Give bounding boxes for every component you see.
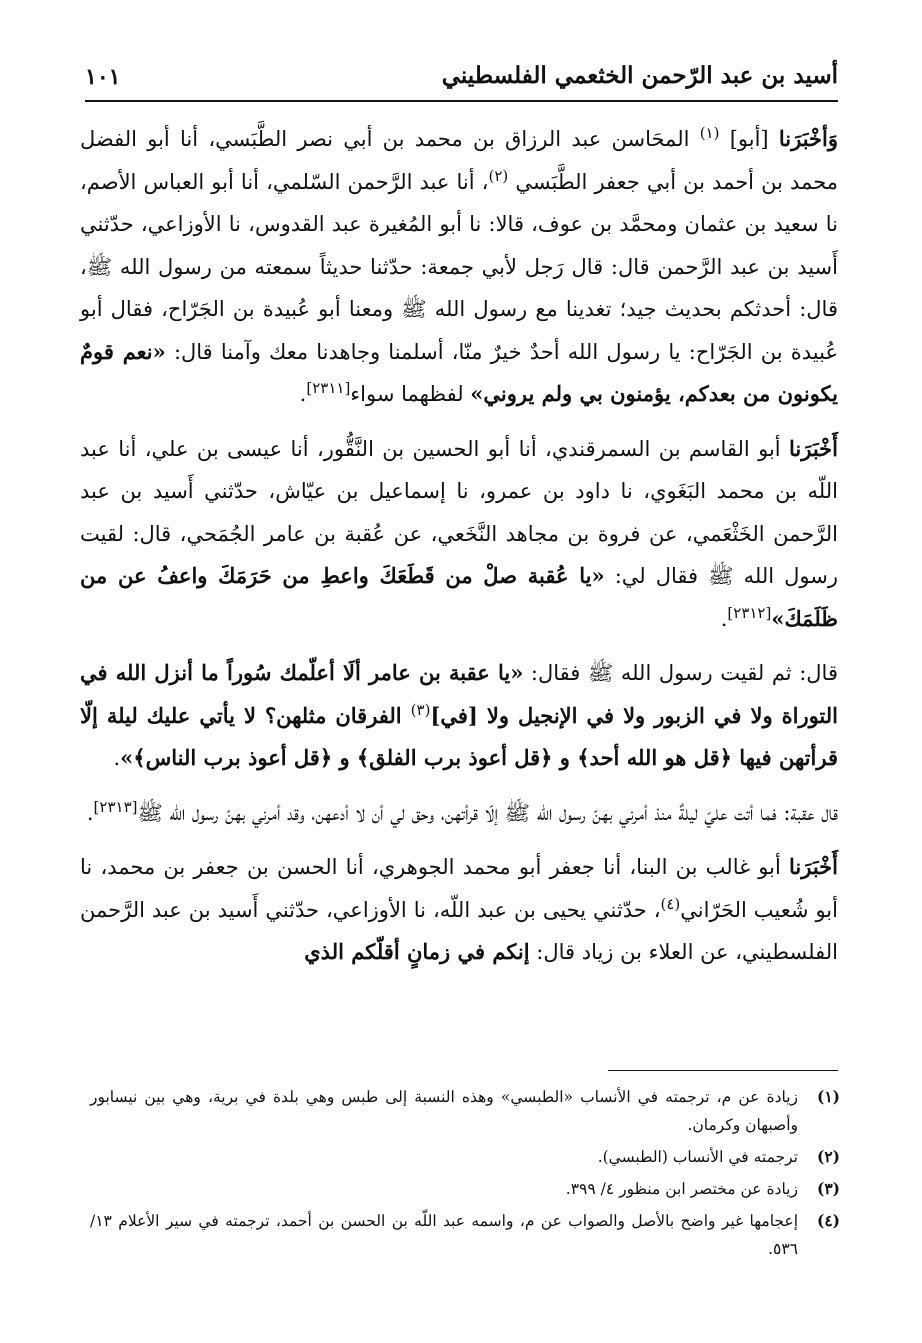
footnote-number: (٣) bbox=[816, 1179, 840, 1198]
footnote bbox=[90, 1175, 840, 1203]
text-run: قال عقبة: فما أتت عليّ ليلةٌ منذ أمرني بهنّ رسول الله ﷺ إلّا قرأتهن، وحق لي أن لا أدعهن، وقد أمرني بهنّ رسول الله ﷺ bbox=[137, 800, 838, 825]
text-run: . bbox=[299, 382, 307, 406]
paragraph-lead: وَأخْبَرَنا bbox=[778, 126, 838, 151]
hadith-quote: «يا عقبة بن عامر ألَا أعلّمك سُوراً ما أنزل الله في التوراة ولا في الزبور ولا في الإنجيل ولا [في] bbox=[80, 660, 839, 728]
text-run: قال: ثم لقيت رسول الله ﷺ فقال: bbox=[523, 661, 838, 685]
hadith-quote: «نعم قومٌ يكونون من بعدكم، يؤمنون بي ولم يروني» bbox=[80, 338, 838, 406]
footnote-text: زيادة عن مختصر ابن منظور ٤/ ٣٩٩. bbox=[565, 1180, 798, 1198]
footnote bbox=[90, 1143, 840, 1171]
hadith-quote: إنكم في زمانٍ أقلّكم الذي bbox=[304, 939, 530, 964]
footnote-ref-1[interactable]: (١) bbox=[699, 124, 720, 142]
footnote-number: (١) bbox=[816, 1087, 840, 1106]
text-run: لفظهما سواء bbox=[350, 382, 471, 406]
text-run: . bbox=[86, 800, 94, 825]
hadith-number: [٢٣١٣] bbox=[93, 797, 138, 816]
text-run: ، أنا عبد الرَّحمن السّلمي، أنا أبو العباس الأصم، نا سعيد بن عثمان ومحمَّد بن عوف، قالا: نا أبو المُغيرة عبد القدوس، نا الأوزاعي، حدّثني أَسيد بن عبد الرَّحمن قال: قال رَجل لأبي جمعة: حدّثنا حديثاً سمعته من رسول الله ﷺ، قال: أحدثكم بحديث جيد؛ تغدينا مع رسول الله ﷺ ومعنا أبو عُبيدة بن الجَرّاح، فقال أبو عُبيدة بن الجَرّاح: يا رسول الله أحدٌ خيرٌ منّا، أسلمنا وجاهدنا معك وآمنا قال: bbox=[80, 169, 838, 364]
text-run: المحَاسن عبد الرزاق بن محمد بن أبي نصر الطَّبَسي، أنا أبو الفضل محمد بن أحمد بن أبي جعفر الطَّبَسي bbox=[80, 127, 838, 194]
paragraph-1 bbox=[80, 118, 838, 416]
text-run: ، حدّثني يحيى بن عبد اللّه، نا الأوزاعي، حدّثني أَسيد بن عبد الرَّحمن الفلسطيني، عن العلاء بن زياد قال: bbox=[80, 897, 838, 964]
hadith-number: [٢٣١١] bbox=[306, 379, 351, 397]
hadith-quote: الفرقان مثلهن؟ لا يأتي عليك ليلة إلّا قرأتهن فيها ﴿قل هو الله أحد﴾ و ﴿قل أعوذ برب الفلق﴾ و ﴿قل أعوذ برب الناس﴾» bbox=[80, 702, 838, 770]
text-run: . bbox=[113, 746, 121, 770]
page-number: ١٠١ bbox=[85, 64, 121, 90]
running-title: أسيد بن عبد الرّحمن الخثعمي الفلسطيني bbox=[441, 62, 838, 89]
footnotes bbox=[90, 1083, 840, 1267]
header-rule bbox=[85, 100, 838, 102]
footnote-ref-4[interactable]: (٤) bbox=[660, 894, 681, 913]
footnote-number: (٢) bbox=[816, 1147, 840, 1166]
footnote-separator bbox=[608, 1070, 838, 1071]
text-run: [أبو] bbox=[719, 127, 779, 151]
paragraph-5 bbox=[80, 846, 838, 974]
paragraph-lead: أَخْبَرَنا bbox=[789, 854, 838, 879]
main-text bbox=[80, 118, 838, 974]
footnote-number: (٤) bbox=[816, 1211, 840, 1230]
hadith-number: [٢٣١٢] bbox=[727, 603, 772, 622]
footnote-ref-2[interactable]: (٢) bbox=[488, 166, 509, 185]
footnote-ref-3[interactable]: (٣) bbox=[410, 700, 431, 719]
footnote bbox=[90, 1083, 840, 1139]
footnote-text: زيادة عن م، ترجمته في الأنساب «الطبسي» وهذه النسبة إلى طبس وهي بلدة في برية، وهي بين نيسابور وأصبهان وكرمان. bbox=[90, 1088, 798, 1134]
paragraph-2 bbox=[80, 428, 838, 641]
footnote bbox=[90, 1207, 840, 1263]
footnote-text: ترجمته في الأنساب (الطبسي). bbox=[597, 1148, 798, 1166]
text-run: أبو غالب بن البنا، أنا جعفر أبو محمد الجوهري، أنا الحسن بن جعفر بن محمد، نا أبو شُعيب الحَرّاني bbox=[80, 855, 838, 922]
hadith-quote: «يا عُقبة صلْ من قَطَعَكَ واعطِ من حَرَمَكَ واعفُ عن من ظَلَمَكَ» bbox=[80, 563, 838, 631]
page-header bbox=[85, 52, 838, 102]
text-run: . bbox=[720, 606, 728, 631]
paragraph-4 bbox=[80, 792, 838, 835]
footnote-text: إعجامها غير واضح بالأصل والصواب عن م، واسمه عبد اللّه بن الحسن بن أحمد، ترجمته في سير الأعلام ١٣/ ٥٣٦. bbox=[90, 1212, 798, 1258]
text-run: أبو القاسم بن السمرقندي، أنا أبو الحسين بن النَّقُّور، أنا عيسى بن علي، أنا عبد اللّه بن محمد البَغَوي، نا داود بن عمرو، نا إسماعيل بن عيّاش، حدّثني أَسيد بن عبد الرَّحمن الخَثْعَمي، عن فروة بن مجاهد النَّخَعي، عن عُقبة بن عامر الجُمَحي، قال: لقيت رسول الله ﷺ فقال لي: bbox=[80, 436, 838, 588]
paragraph-lead: أَخْبَرَنا bbox=[789, 435, 838, 461]
paragraph-3 bbox=[80, 652, 838, 780]
